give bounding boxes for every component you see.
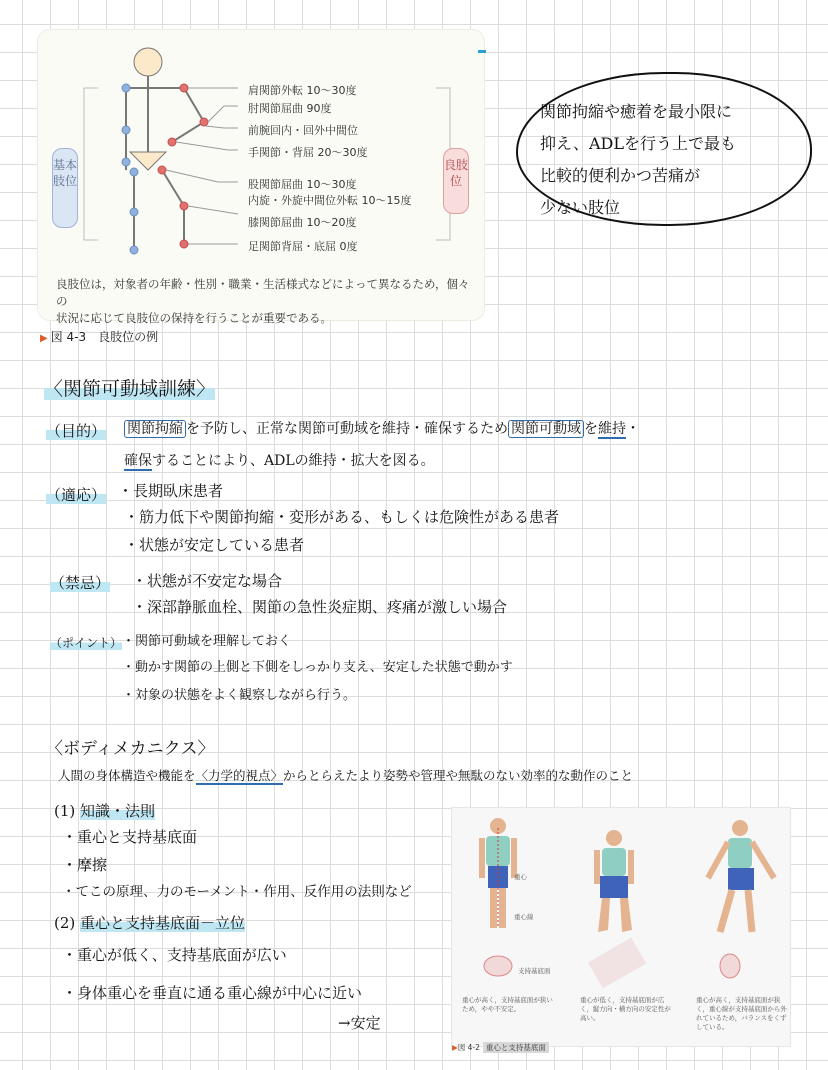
stance-heading [54,912,245,933]
purpose-line-2 [124,450,435,470]
knowledge-heading [54,800,155,821]
blue-marker [478,50,486,53]
purpose-text: することにより、ADLの維持・拡大を図る。 [152,453,435,469]
point-item: ・動かす関節の上側と下側をしっかり支え、安定した状態で動かす [122,660,513,675]
purpose-text: を [584,421,598,437]
figure-4-2-caption: ▶図 4-2 重心と支持基底面 [452,1042,549,1053]
figure-note-line: 良肢位は，対象者の年齢・性別・職業・生活様式などによって異なるため，個々の [56,277,470,308]
bubble-line: 抑え、ADLを行う上で最も [540,134,736,153]
joint-label: 手関節・背屈 20～30度 [248,146,368,159]
knowledge-item: ・重心と支持基底面 [62,828,198,846]
joint-label: 股関節屈曲 10～30度 [248,178,357,191]
term-maintain: 維持 [598,421,626,437]
contra-label [50,572,110,593]
figure-note-line: 状況に応じて良肢位の保持を行うことが重要である。 [56,311,332,325]
term-joint-contracture: 関節拘縮 [124,420,186,438]
purpose-text: ・ [626,421,640,437]
joint-label: 足関節背屈・底屈 0度 [248,240,358,253]
point-item: ・対象の状態をよく観察しながら行う。 [122,688,357,703]
stance-result: →安定 [338,1014,381,1032]
purpose-label [46,420,106,441]
bubble-text [540,96,800,224]
figure-caption-text: 図 4-3 良肢位の例 [50,330,159,344]
rom-heading-text: 〈関節可動域訓練〉 [44,378,216,400]
contra-label-text: （禁忌） [50,574,111,592]
figure-4-3-card [38,30,484,325]
indication-item: ・筋力低下や関節拘縮・変形がある、もしくは危険性がある患者 [124,508,560,526]
stance-text: 重心と支持基底面－立位 [80,914,246,932]
photo-caption: 重心が低く，支持基底面が広く，縦方向・横方向の安定性が高い。 [580,996,671,1022]
stance-number: (2) [54,914,76,932]
label-line: 重心線 [514,913,534,921]
bubble-line: 比較的便利かつ苦痛が [540,166,701,185]
point-label-text: （ポイント） [50,636,123,650]
knowledge-number: (1) [54,802,76,820]
fig2-number: 図 4-2 [457,1043,480,1052]
figure-narrow-stance [479,818,517,976]
joint-label: 肩関節外転 10～30度 [248,84,357,97]
head [134,48,162,76]
joint-label: 内旋・外旋中間位外転 10～15度 [248,194,412,207]
knowledge-item: ・摩擦 [62,856,108,874]
bm-keyword: 〈力学的視点〉 [195,768,284,783]
bubble-line: 関節拘縮や癒着を最小限に [540,102,733,121]
bm-text: からとらえたより姿勢や管理や無駄のない効率的な動作のこと [283,768,634,783]
contra-item: ・深部静脈血栓、関節の急性炎症期、疼痛が激しい場合 [132,598,508,616]
joint-label: 肘関節屈曲 90度 [248,102,332,115]
bm-definition [58,766,633,784]
stance-item: ・身体重心を垂直に通る重心線が中心に近い [62,984,363,1002]
indication-label [46,484,106,505]
knowledge-item: ・てこの原理、力のモーメント・作用、反作用の法則など [62,884,412,900]
joint-label: 前腕回内・回外中間位 [248,124,358,137]
purpose-text: を予防し、正常な関節可動域を維持・確保するため [186,421,508,437]
figure-caption: ▶ 図 4-3 良肢位の例 [40,330,159,344]
label-base: 支持基底面 [518,967,551,975]
basic-position-label: 基本肢位 [52,148,78,228]
term-rom: 関節可動域 [508,420,584,438]
figure-4-2-photo [452,808,790,1046]
purpose-label-text: （目的） [46,422,107,440]
bm-text: 人間の身体構造や機能を [58,768,196,783]
label-center: 重心 [514,873,527,881]
photo-caption: 重心が高く，支持基底面が狭く，重心線が支持基底面から外れているため，バランスをくずしている。 [696,996,787,1031]
figure-leaning-stance [708,820,774,978]
figure-wide-stance [588,830,646,988]
figure-note [56,276,476,327]
rom-heading [44,374,215,401]
good-position-label: 良肢位 [443,148,469,214]
fig2-title: 重心と支持基底面 [483,1042,549,1053]
bubble-line: 少ない肢位 [540,198,621,217]
point-label [50,634,122,651]
knowledge-text: 知識・法則 [80,802,156,820]
term-secure: 確保 [124,453,152,469]
indication-label-text: （適応） [46,486,107,504]
indication-item: ・状態が安定している患者 [124,536,305,554]
indication-item: ・長期臥床患者 [118,482,224,500]
contra-item: ・状態が不安定な場合 [132,572,283,590]
point-item: ・関節可動域を理解しておく [122,634,292,649]
bm-heading: 〈ボディメカニクス〉 [46,739,215,759]
photo-caption: 重心が高く，支持基底面が狭いため，やや不安定。 [462,996,553,1013]
purpose-line-1 [124,418,640,438]
joint-label: 膝関節屈曲 10～20度 [248,216,357,229]
stance-item: ・重心が低く、支持基底面が広い [62,946,287,964]
